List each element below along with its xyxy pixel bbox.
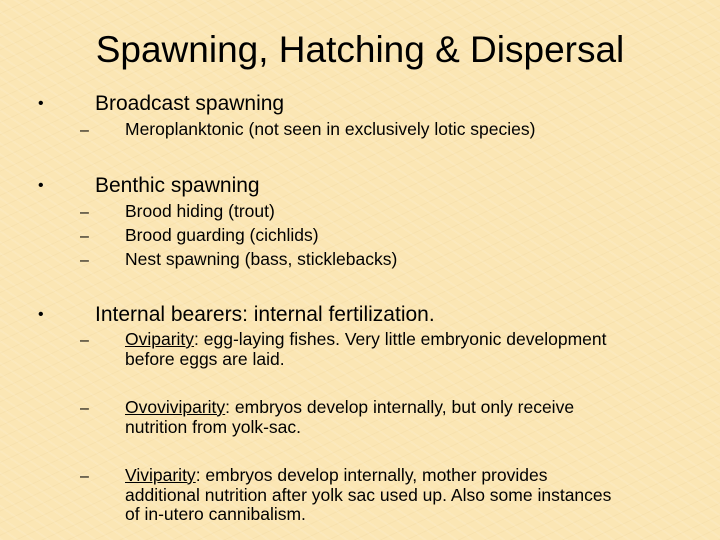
list-item: Nest spawning (bass, sticklebacks)	[125, 249, 398, 269]
list-item-line	[125, 330, 606, 350]
term-ovoviviparity: Ovoviviparity	[125, 397, 226, 417]
section-heading-benthic-spawning: Benthic spawning	[95, 174, 260, 197]
dash-icon: –	[80, 468, 89, 485]
slide-title: Spawning, Hatching & Dispersal	[95, 29, 625, 70]
term-oviparity: Oviparity	[125, 329, 195, 349]
bullet-icon: •	[38, 95, 44, 112]
list-item	[125, 330, 606, 369]
list-item-line: additional nutrition after yolk sac used up. Also some instances	[125, 484, 612, 505]
list-item-line: nutrition from yolk-sac.	[125, 416, 302, 437]
dash-icon: –	[80, 252, 89, 269]
dash-icon: –	[80, 332, 89, 349]
list-item-line: of in-utero cannibalism.	[125, 504, 306, 524]
list-item	[125, 398, 574, 437]
bullet-icon: •	[38, 306, 44, 323]
list-item: Brood guarding (cichlids)	[125, 225, 319, 245]
dash-icon: –	[80, 204, 89, 221]
dash-icon: –	[80, 400, 89, 417]
list-item-line	[125, 466, 611, 486]
term-description: : egg-laying fishes. Very little embryonic development	[194, 329, 607, 349]
term-description: : embryos develop internally, but only receive	[225, 397, 575, 417]
dash-icon: –	[80, 122, 89, 139]
term-description: : embryos develop internally, mother provides	[195, 465, 548, 485]
section-heading-broadcast-spawning: Broadcast spawning	[95, 92, 285, 115]
list-item: Meroplanktonic (not seen in exclusively lotic species)	[125, 119, 536, 139]
dash-icon: –	[80, 228, 89, 245]
term-viviparity: Viviparity	[125, 465, 196, 485]
list-item-line	[125, 398, 574, 418]
list-item: Brood hiding (trout)	[125, 201, 275, 221]
list-item	[125, 466, 611, 525]
section-heading-internal-bearers: Internal bearers: internal fertilization.	[95, 303, 435, 326]
list-item-line: before eggs are laid.	[125, 348, 285, 369]
bullet-icon: •	[38, 177, 44, 194]
